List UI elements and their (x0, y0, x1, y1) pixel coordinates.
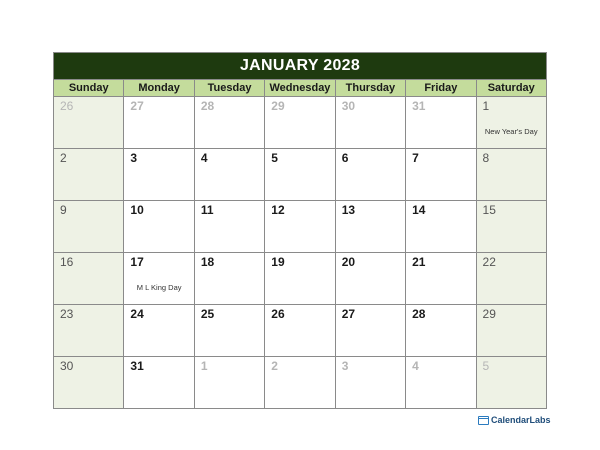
day-number: 31 (130, 359, 144, 373)
weekday-header: Sunday (54, 80, 124, 96)
day-cell[interactable] (336, 149, 406, 200)
day-cell[interactable] (406, 149, 476, 200)
week-row (54, 305, 546, 357)
day-cell[interactable] (477, 357, 546, 408)
day-number: 31 (412, 99, 426, 113)
day-number: 19 (271, 255, 285, 269)
day-number: 6 (341, 151, 349, 165)
day-cell[interactable] (336, 201, 406, 252)
weekday-header: Wednesday (265, 80, 335, 96)
day-cell[interactable] (195, 253, 265, 304)
day-cell[interactable] (265, 149, 335, 200)
day-number: 30 (341, 99, 356, 113)
day-number: 28 (200, 99, 215, 113)
day-cell[interactable] (265, 97, 335, 148)
day-number: 9 (60, 203, 67, 217)
weekday-header: Friday (406, 80, 476, 96)
weekday-header-row (54, 80, 546, 97)
day-number: 11 (200, 203, 214, 217)
week-row (54, 149, 546, 201)
weekday-header: Thursday (336, 80, 406, 96)
day-number: 20 (341, 255, 356, 269)
day-cell[interactable] (195, 97, 265, 148)
day-cell[interactable] (195, 149, 265, 200)
day-cell[interactable] (265, 357, 335, 408)
day-number: 8 (482, 151, 490, 165)
day-cell[interactable] (195, 305, 265, 356)
day-number: 22 (482, 255, 496, 269)
day-cell[interactable] (477, 201, 546, 252)
day-number: 17 (130, 255, 144, 269)
day-number: 26 (60, 99, 74, 113)
day-number: 5 (271, 151, 278, 165)
week-row (54, 357, 546, 408)
day-cell[interactable] (54, 305, 124, 356)
weekday-header: Saturday (487, 82, 535, 94)
day-number: 15 (482, 203, 496, 217)
day-number: 12 (271, 203, 285, 217)
day-number: 10 (130, 203, 144, 217)
day-number: 28 (412, 307, 426, 321)
day-cell[interactable] (336, 97, 406, 148)
day-cell[interactable] (54, 201, 124, 252)
day-cell[interactable] (124, 149, 194, 200)
day-number: 23 (60, 307, 74, 321)
week-row (54, 97, 546, 149)
day-cell[interactable] (265, 253, 335, 304)
day-number: 25 (200, 307, 215, 321)
day-number: 29 (271, 99, 285, 113)
day-cell[interactable] (265, 201, 335, 252)
day-cell[interactable] (477, 149, 546, 200)
brand-logo (478, 415, 551, 425)
day-number: 24 (130, 307, 144, 321)
brand-name: CalendarLabs (491, 415, 551, 425)
day-number: 4 (412, 359, 419, 373)
day-number: 21 (412, 255, 426, 269)
day-cell[interactable] (124, 201, 194, 252)
day-number: 1 (482, 99, 490, 113)
day-number: 27 (130, 99, 144, 113)
day-cell[interactable] (406, 201, 476, 252)
day-cell[interactable] (124, 253, 194, 304)
day-number: 2 (271, 359, 278, 373)
day-number: 14 (412, 203, 426, 217)
day-number: 26 (271, 307, 285, 321)
day-number: 1 (200, 359, 208, 373)
weekday-header: Monday (124, 80, 194, 96)
day-number: 27 (341, 307, 356, 321)
day-cell[interactable] (336, 305, 406, 356)
day-cell[interactable] (477, 97, 546, 148)
day-cell[interactable] (406, 357, 476, 408)
day-number: 18 (200, 255, 215, 269)
calendar (53, 52, 547, 409)
day-cell[interactable] (124, 305, 194, 356)
day-cell[interactable] (265, 305, 335, 356)
day-cell[interactable] (477, 305, 546, 356)
day-cell[interactable] (336, 253, 406, 304)
day-number: 13 (341, 203, 356, 217)
day-cell[interactable] (406, 305, 476, 356)
day-cell[interactable] (54, 97, 124, 148)
day-cell[interactable] (336, 357, 406, 408)
day-cell[interactable] (54, 357, 124, 408)
calendar-icon (478, 416, 489, 425)
day-cell[interactable] (477, 253, 546, 304)
holiday-label: M L King Day (136, 283, 182, 292)
day-number: 30 (60, 359, 74, 373)
day-cell[interactable] (406, 253, 476, 304)
day-cell[interactable] (54, 149, 124, 200)
calendar-title: JANUARY 2028 (54, 53, 546, 80)
holiday-label: New Year's Day (484, 127, 538, 136)
day-cell[interactable] (195, 201, 265, 252)
day-number: 4 (200, 151, 208, 165)
day-cell[interactable] (124, 357, 194, 408)
day-number: 29 (482, 307, 496, 321)
day-number: 16 (60, 255, 74, 269)
calendar-grid (54, 97, 546, 408)
week-row (54, 253, 546, 305)
day-number: 2 (60, 151, 67, 165)
weekday-header: Tuesday (195, 80, 265, 96)
day-number: 3 (341, 359, 349, 373)
day-number: 5 (482, 359, 490, 373)
day-cell[interactable] (406, 97, 476, 148)
day-cell[interactable] (195, 357, 265, 408)
day-number: 7 (412, 151, 419, 165)
day-cell[interactable] (124, 97, 194, 148)
day-number: 3 (130, 151, 138, 165)
week-row (54, 201, 546, 253)
day-cell[interactable] (54, 253, 124, 304)
